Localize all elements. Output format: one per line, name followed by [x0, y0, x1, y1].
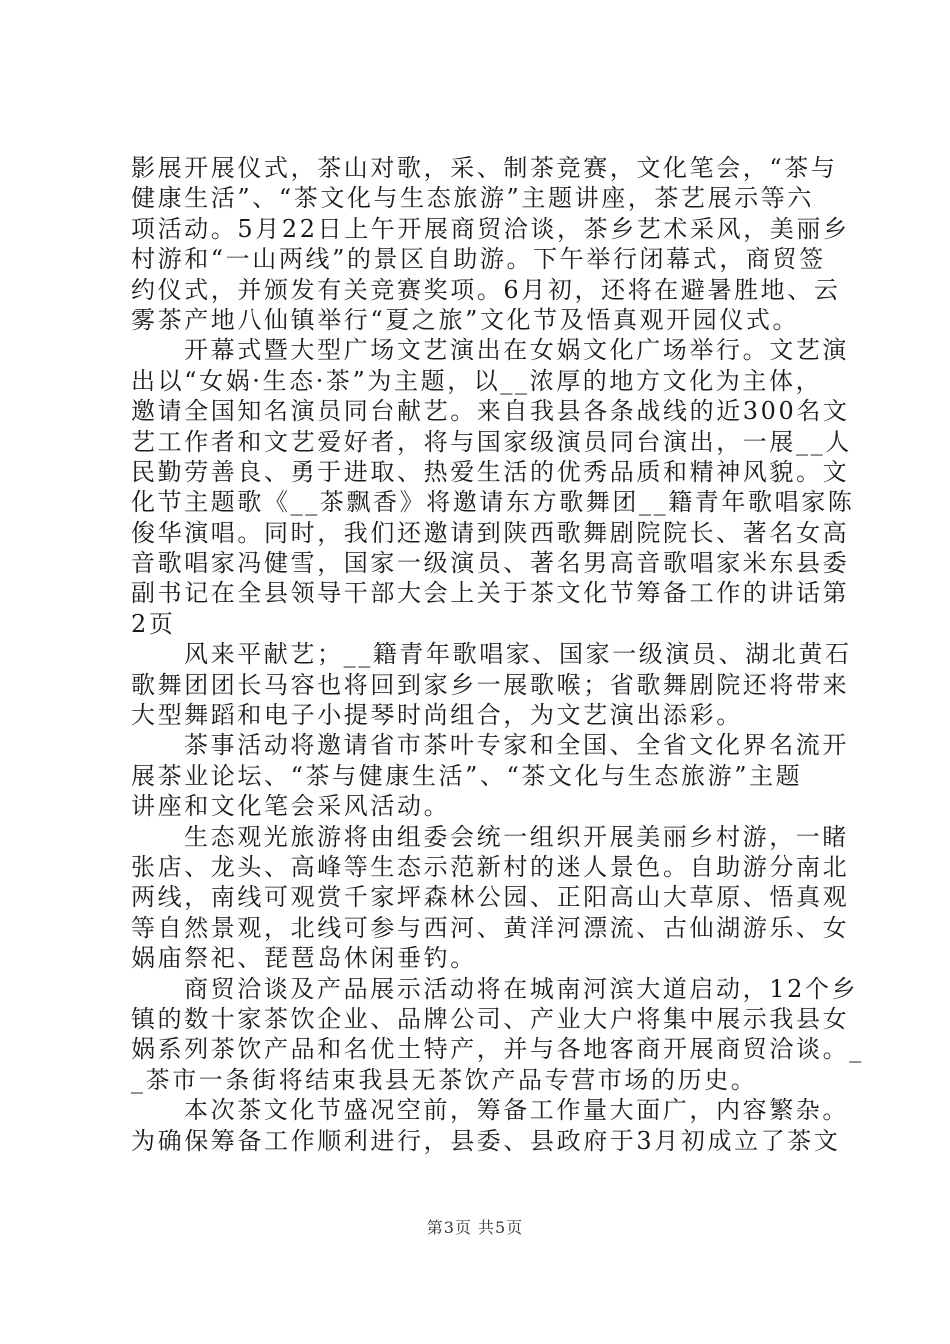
text-line: 艺工作者和文艺爱好者，将与国家级演员同台演出，一展__人: [131, 427, 852, 456]
text-line: 项活动。5月22日上午开展商贸洽谈，茶乡艺术采风，美丽乡: [131, 214, 850, 243]
paragraph-start-line: 开幕式暨大型广场文艺演出在女娲文化广场举行。文艺演: [184, 336, 849, 365]
text-line: 2页: [131, 609, 176, 638]
paragraph-start-line: 商贸洽谈及产品展示活动将在城南河滨大道启动，12个乡: [184, 974, 859, 1003]
text-line: 副书记在全县领导干部大会上关于茶文化节筹备工作的讲话第: [131, 579, 850, 608]
text-line: 等自然景观，北线可参与西河、黄洋河漂流、古仙湖游乐、女: [131, 913, 850, 942]
text-line: 民勤劳善良、勇于进取、热爱生活的优秀品质和精神风貌。文: [131, 457, 850, 486]
text-line: 娲系列茶饮产品和名优土特产，并与各地客商开展商贸洽谈。_: [131, 1035, 864, 1064]
body-text: [131, 153, 864, 1156]
text-line: 化节主题歌《__茶飘香》将邀请东方歌舞团__籍青年歌唱家陈: [131, 488, 855, 517]
page-number-footer: 第3页 共5页: [426, 1218, 524, 1237]
text-line: 村游和“一山两线”的景区自助游。下午举行闭幕式，商贸签: [131, 245, 826, 274]
text-line: 音歌唱家冯健雪，国家一级演员、著名男高音歌唱家米东县委: [131, 549, 850, 578]
text-line: 为确保筹备工作顺利进行，县委、县政府于3月初成立了茶文: [131, 1126, 841, 1155]
text-line: 雾茶产地八仙镇举行“夏之旅”文化节及悟真观开园仪式。: [131, 305, 800, 334]
text-line: 约仪式，并颁发有关竞赛奖项。6月初，还将在避暑胜地、云: [131, 275, 841, 304]
text-line: 两线，南线可观赏千家坪森林公园、正阳高山大草原、悟真观: [131, 883, 850, 912]
paragraph-start-line: 本次茶文化节盛况空前，筹备工作量大面广，内容繁杂。: [184, 1096, 849, 1125]
paragraph-start-line: 生态观光旅游将由组委会统一组织开展美丽乡村游，一睹: [184, 822, 849, 851]
text-line: 影展开展仪式，茶山对歌，采、制茶竞赛，文化笔会，“茶与: [131, 154, 838, 182]
text-line: 讲座和文化笔会采风活动。: [131, 792, 451, 821]
text-line: 镇的数十家茶饮企业、品牌公司、产业大户将集中展示我县女: [131, 1004, 850, 1033]
text-line: 娲庙祭祀、琵琶岛休闲垂钓。: [131, 944, 477, 973]
paragraph-start-line: 茶事活动将邀请省市茶叶专家和全国、全省文化界名流开: [184, 731, 849, 760]
text-line: 出以“女娲·生态·茶”为主题，以__浓厚的地方文化为主体，: [131, 366, 823, 395]
text-line: 俊华演唱。同时，我们还邀请到陕西歌舞剧院院长、著名女高: [131, 518, 850, 547]
text-line: 健康生活”、“茶文化与生态旅游”主题讲座，茶艺展示等六: [131, 184, 815, 213]
paragraph-start-line: 风来平献艺；__籍青年歌唱家、国家一级演员、湖北黄石: [184, 640, 852, 669]
text-line: _茶市一条街将结束我县无茶饮产品专营市场的历史。: [131, 1065, 758, 1094]
text-line: 张店、龙头、高峰等生态示范新村的迷人景色。自助游分南北: [131, 852, 850, 881]
text-line: 大型舞蹈和电子小提琴时尚组合，为文艺演出添彩。: [131, 701, 743, 730]
text-line: 邀请全国知名演员同台献艺。来自我县各条战线的近300名文: [131, 397, 850, 426]
text-line: 歌舞团团长马容也将回到家乡一展歌喉；省歌舞剧院还将带来: [131, 670, 850, 699]
text-line: 展茶业论坛、“茶与健康生活”、“茶文化与生态旅游”主题: [131, 761, 803, 790]
